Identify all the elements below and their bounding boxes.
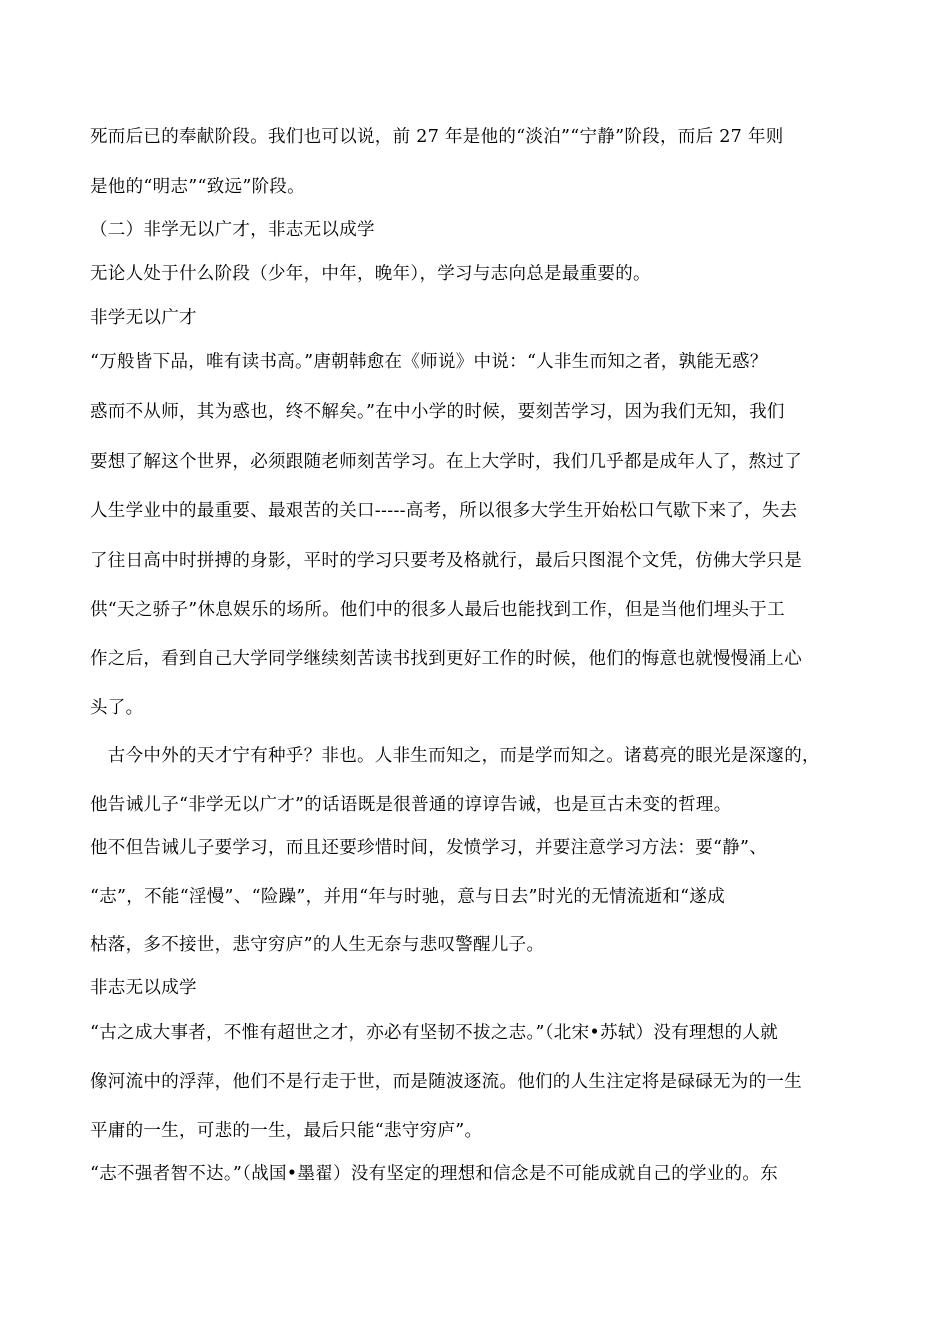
text-line: 像河流中的浮萍，他们不是行走于世，而是随波逐流。他们的人生注定将是碌碌无为的一生 <box>90 1072 802 1092</box>
text-line: 平庸的一生，可悲的一生，最后只能“悲守穷庐”。 <box>90 1121 483 1141</box>
text-line: “万般皆下品，唯有读书高。”唐朝韩愈在《师说》中说：“人非生而知之者，孰能无惑？ <box>90 352 768 372</box>
text-line: 枯落，多不接世，悲守穷庐”的人生无奈与悲叹警醒儿子。 <box>90 935 545 955</box>
text-line: 是他的“明志”“致远”阶段。 <box>90 177 305 197</box>
text-line: 他告诫儿子“非学无以广才”的话语既是很普通的谆谆告诫，也是亘古未变的哲理。 <box>90 795 732 815</box>
text-line: 惑而不从师，其为惑也，终不解矣。”在中小学的时候，要刻苦学习，因为我们无知，我们 <box>90 402 785 422</box>
text-line: “古之成大事者，不惟有超世之才，亦必有坚韧不拔之志。”（北宋•苏轼）没有理想的人就 <box>90 1023 779 1043</box>
subsection-heading: 非学无以广才 <box>90 308 197 328</box>
subsection-heading: 非志无以成学 <box>90 978 197 998</box>
text-line: 要想了解这个世界，必须跟随老师刻苦学习。在上大学时，我们几乎都是成年人了，熬过了 <box>90 452 802 472</box>
text-line: “志”，不能“淫慢”、“险躁”，并用“年与时驰，意与日去”时光的无情流逝和“遂成 <box>90 887 726 907</box>
text-line: “志不强者智不达。”（战国•墨翟）没有坚定的理想和信念是不可能成就自己的学业的。东 <box>90 1164 779 1184</box>
text-line: 头了。 <box>90 698 144 718</box>
text-line: 古今中外的天才宁有种乎？非也。人非生而知之，而是学而知之。诸葛亮的眼光是深邃的， <box>90 746 820 766</box>
text-line: 死而后已的奉献阶段。我们也可以说，前 27 年是他的“淡泊”“宁静”阶段，而后 27 年则 <box>90 127 784 147</box>
text-line: 他不但告诫儿子要学习，而且还要珍惜时间，发愤学习，并要注意学习方法：要“静”、 <box>90 838 768 858</box>
section-heading: （二）非学无以广才，非志无以成学 <box>90 220 375 240</box>
text-line: 人生学业中的最重要、最艰苦的关口-----高考，所以很多大学生开始松口气歇下来了，失去 <box>90 501 798 521</box>
text-line: 供“天之骄子”休息娱乐的场所。他们中的很多人最后也能找到工作，但是当他们埋头于工 <box>90 600 785 620</box>
text-line: 作之后，看到自己大学同学继续刻苦读书找到更好工作的时候，他们的悔意也就慢慢涌上心 <box>90 649 802 669</box>
text-line: 了往日高中时拼搏的身影，平时的学习只要考及格就行，最后只图混个文凭，仿佛大学只是 <box>90 551 802 571</box>
text-line: 无论人处于什么阶段（少年，中年，晚年），学习与志向总是最重要的。 <box>90 264 651 284</box>
